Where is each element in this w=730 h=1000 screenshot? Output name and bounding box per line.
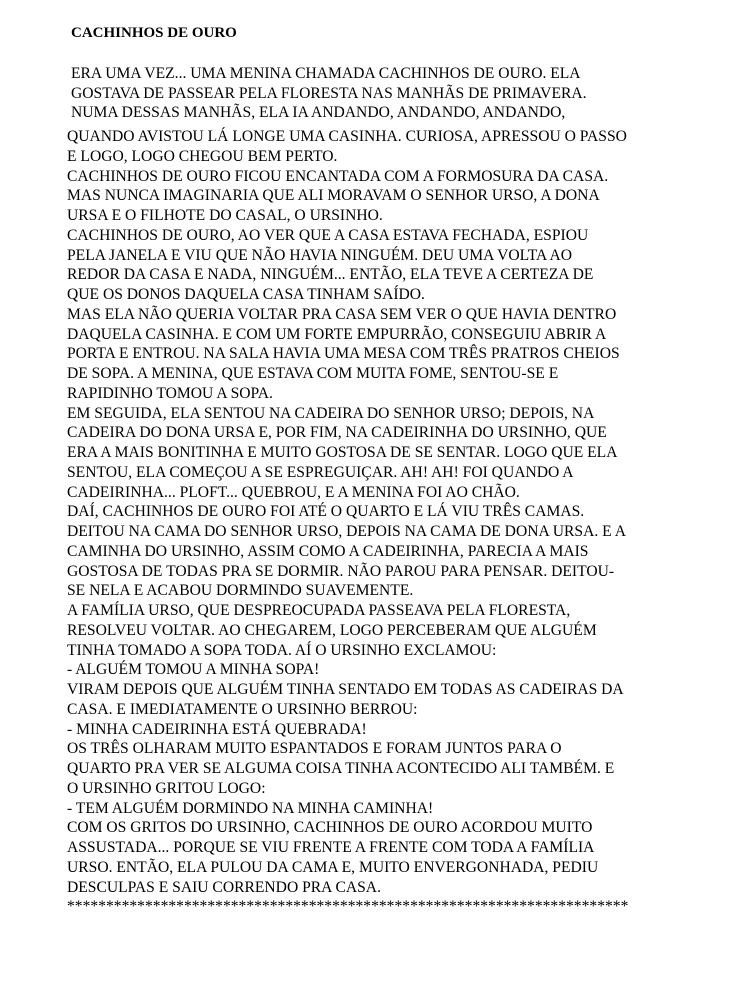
text-line: RESOLVEU VOLTAR. AO CHEGAREM, LOGO PERCEBERAM QUE ALGUÉM bbox=[67, 621, 597, 639]
text-line: SE NELA E ACABOU DORMINDO SUAVEMENTE. bbox=[67, 582, 414, 600]
text-line: MAS ELA NÃO QUERIA VOLTAR PRA CASA SEM VER O QUE HAVIA DENTRO bbox=[67, 305, 617, 323]
text-line: CACHINHOS DE OURO, AO VER QUE A CASA ESTAVA FECHADA, ESPIOU bbox=[67, 226, 589, 244]
text-line: VIRAM DEPOIS QUE ALGUÉM TINHA SENTADO EM TODAS AS CADEIRAS DA bbox=[67, 681, 624, 698]
text-line: RAPIDINHO TOMOU A SOPA. bbox=[67, 384, 273, 402]
text-line: O URSINHO GRITOU LOGO: bbox=[67, 779, 266, 797]
text-line: CAMINHA DO URSINHO, ASSIM COMO A CADEIRINHA, PARECIA A MAIS bbox=[67, 542, 589, 560]
text-line: CASA. E IMEDIATAMENTE O URSINHO BERROU: bbox=[67, 700, 418, 718]
text-line: CADEIRINHA... PLOFT... QUEBROU, E A MENINA FOI AO CHÃO. bbox=[67, 483, 520, 501]
text-line: E LOGO, LOGO CHEGOU BEM PERTO. bbox=[67, 147, 338, 165]
text-line: A FAMÍLIA URSO, QUE DESPREOCUPADA PASSEAVA PELA FLORESTA, bbox=[67, 602, 571, 619]
text-line: CACHINHOS DE OURO FICOU ENCANTADA COM A FORMOSURA DA CASA. bbox=[67, 167, 609, 185]
text-line: - TEM ALGUÉM DORMINDO NA MINHA CAMINHA! bbox=[67, 799, 434, 817]
story-body bbox=[67, 127, 628, 917]
text-line: ERA UMA VEZ... UMA MENINA CHAMADA CACHINHOS DE OURO. ELA bbox=[71, 65, 581, 82]
text-line: EM SEGUIDA, ELA SENTOU NA CADEIRA DO SENHOR URSO; DEPOIS, NA bbox=[67, 404, 595, 422]
text-line: REDOR DA CASA E NADA, NINGUÉM... ENTÃO, ELA TEVE A CERTEZA DE bbox=[67, 266, 594, 284]
text-line: DESCULPAS E SAIU CORRENDO PRA CASA. bbox=[67, 878, 381, 896]
text-line: ERA A MAIS BONITINHA E MUITO GOSTOSA DE SE SENTAR. LOGO QUE ELA bbox=[67, 444, 618, 461]
text-line: DE SOPA. A MENINA, QUE ESTAVA COM MUITA FOME, SENTOU-SE E bbox=[67, 365, 559, 382]
text-line: PELA JANELA E VIU QUE NÃO HAVIA NINGUÉM. DEU UMA VOLTA AO bbox=[67, 246, 572, 264]
text-line: SENTOU, ELA COMEÇOU A SE ESPREGUIÇAR. AH! AH! FOI QUANDO A bbox=[67, 463, 574, 481]
text-line: GOSTAVA DE PASSEAR PELA FLORESTA NAS MANHÃS DE PRIMAVERA. bbox=[71, 84, 587, 102]
text-line: MAS NUNCA IMAGINARIA QUE ALI MORAVAM O SENHOR URSO, A DONA bbox=[67, 187, 600, 205]
document-title: CACHINHOS DE OURO bbox=[71, 25, 237, 41]
text-line: DAÍ, CACHINHOS DE OURO FOI ATÉ O QUARTO E LÁ VIU TRÊS CAMAS. bbox=[67, 503, 585, 521]
text-line: NUMA DESSAS MANHÃS, ELA IA ANDANDO, ANDANDO, ANDANDO, bbox=[71, 104, 566, 121]
text-line: QUANDO AVISTOU LÁ LONGE UMA CASINHA. CURIOSA, APRESSOU O PASSO bbox=[67, 128, 627, 145]
text-line: QUE OS DONOS DAQUELA CASA TINHAM SAÍDO. bbox=[67, 286, 425, 303]
text-line: - MINHA CADEIRINHA ESTÁ QUEBRADA! bbox=[67, 720, 367, 738]
text-line: TINHA TOMADO A SOPA TODA. AÍ O URSINHO EXCLAMOU: bbox=[67, 641, 497, 659]
text-line: DAQUELA CASINHA. E COM UM FORTE EMPURRÃO, CONSEGUIU ABRIR A bbox=[67, 325, 607, 343]
text-line: URSA E O FILHOTE DO CASAL, O URSINHO. bbox=[67, 207, 383, 224]
text-line: DEITOU NA CAMA DO SENHOR URSO, DEPOIS NA CAMA DE DONA URSA. E A bbox=[67, 523, 626, 540]
separator-line: ************************************************************************ bbox=[67, 898, 629, 916]
text-line: OS TRÊS OLHARAM MUITO ESPANTADOS E FORAM JUNTOS PARA O bbox=[67, 740, 562, 758]
text-line: GOSTOSA DE TODAS PRA SE DORMIR. NÃO PAROU PARA PENSAR. DEITOU- bbox=[67, 562, 615, 580]
intro-paragraph bbox=[71, 64, 587, 123]
text-line: PORTA E ENTROU. NA SALA HAVIA UMA MESA COM TRÊS PRATROS CHEIOS bbox=[67, 345, 620, 363]
text-line: URSO. ENTÃO, ELA PULOU DA CAMA E, MUITO ENVERGONHADA, PEDIU bbox=[67, 858, 599, 876]
text-line: QUARTO PRA VER SE ALGUMA COISA TINHA ACONTECIDO ALI TAMBÉM. E bbox=[67, 760, 615, 777]
text-line: CADEIRA DO DONA URSA E, POR FIM, NA CADEIRINHA DO URSINHO, QUE bbox=[67, 424, 607, 442]
text-line: ASSUSTADA... PORQUE SE VIU FRENTE A FRENTE COM TODA A FAMÍLIA bbox=[67, 839, 595, 856]
text-line: - ALGUÉM TOMOU A MINHA SOPA! bbox=[67, 661, 320, 679]
text-line: COM OS GRITOS DO URSINHO, CACHINHOS DE OURO ACORDOU MUITO bbox=[67, 819, 593, 837]
